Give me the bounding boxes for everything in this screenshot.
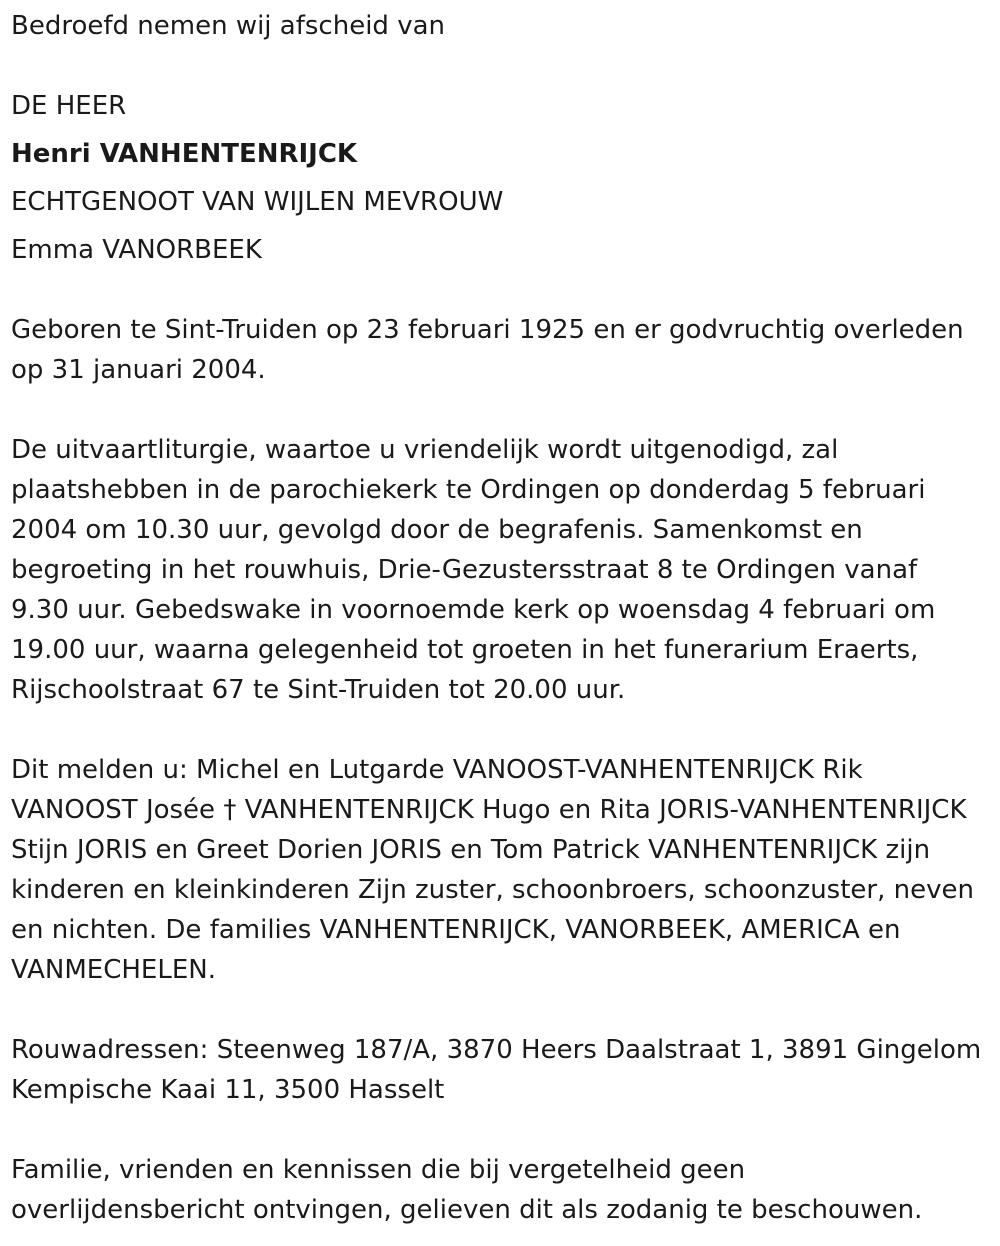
- family-line-2-end: VANHENTENRIJCK Hugo en Rita JORIS-VANHENTENRIJCK: [244, 795, 967, 825]
- family-line-2: [11, 790, 967, 830]
- funeral-line-1: De uitvaartliturgie, waartoe u vriendelijk wordt uitgenodigd, zal: [11, 435, 839, 465]
- honorific: DE HEER: [11, 91, 127, 121]
- family-line-1: Dit melden u: Michel en Lutgarde VANOOST-VANHENTENRIJCK Rik: [11, 755, 863, 785]
- funeral-line-4: begroeting in het rouwhuis, Drie-Gezustersstraat 8 te Ordingen vanaf: [11, 555, 918, 585]
- family-line-2-start: VANOOST Josée: [11, 795, 216, 825]
- closing-line-1: Familie, vrienden en kennissen die bij vergetelheid geen: [11, 1155, 746, 1185]
- birth-death-line-2: op 31 januari 2004.: [11, 355, 266, 385]
- birth-death-line-1: Geboren te Sint-Truiden op 23 februari 1925 en er godvruchtig overleden: [11, 315, 964, 345]
- funeral-line-2: plaatshebben in de parochiekerk te Ordingen op donderdag 5 februari: [11, 475, 926, 505]
- address-line-2: Kempische Kaai 11, 3500 Hasselt: [11, 1075, 445, 1105]
- family-line-6: VANMECHELEN.: [11, 955, 216, 985]
- address-line-1: Rouwadressen: Steenweg 187/A, 3870 Heers Daalstraat 1, 3891 Gingelom: [11, 1035, 982, 1065]
- closing-line-2: overlijdensbericht ontvingen, gelieven dit als zodanig te beschouwen.: [11, 1195, 923, 1225]
- spouse-label: ECHTGENOOT VAN WIJLEN MEVROUW: [11, 187, 504, 217]
- family-line-5: en nichten. De families VANHENTENRIJCK, VANORBEEK, AMERICA en: [11, 915, 901, 945]
- deceased-name: Henri VANHENTENRIJCK: [11, 139, 358, 169]
- funeral-line-6: 19.00 uur, waarna gelegenheid tot groeten in het funerarium Eraerts,: [11, 635, 919, 665]
- spouse-name: Emma VANORBEEK: [11, 235, 262, 265]
- funeral-line-3: 2004 om 10.30 uur, gevolgd door de begrafenis. Samenkomst en: [11, 515, 863, 545]
- funeral-line-5: 9.30 uur. Gebedswake in voornoemde kerk op woensdag 4 februari om: [11, 595, 936, 625]
- family-line-4: kinderen en kleinkinderen Zijn zuster, schoonbroers, schoonzuster, neven: [11, 875, 974, 905]
- funeral-line-7: Rijschoolstraat 67 te Sint-Truiden tot 20.00 uur.: [11, 675, 626, 705]
- family-line-3: Stijn JORIS en Greet Dorien JORIS en Tom Patrick VANHENTENRIJCK zijn: [11, 835, 931, 865]
- intro-text: Bedroefd nemen wij afscheid van: [11, 11, 445, 41]
- cross-icon: †: [223, 795, 237, 825]
